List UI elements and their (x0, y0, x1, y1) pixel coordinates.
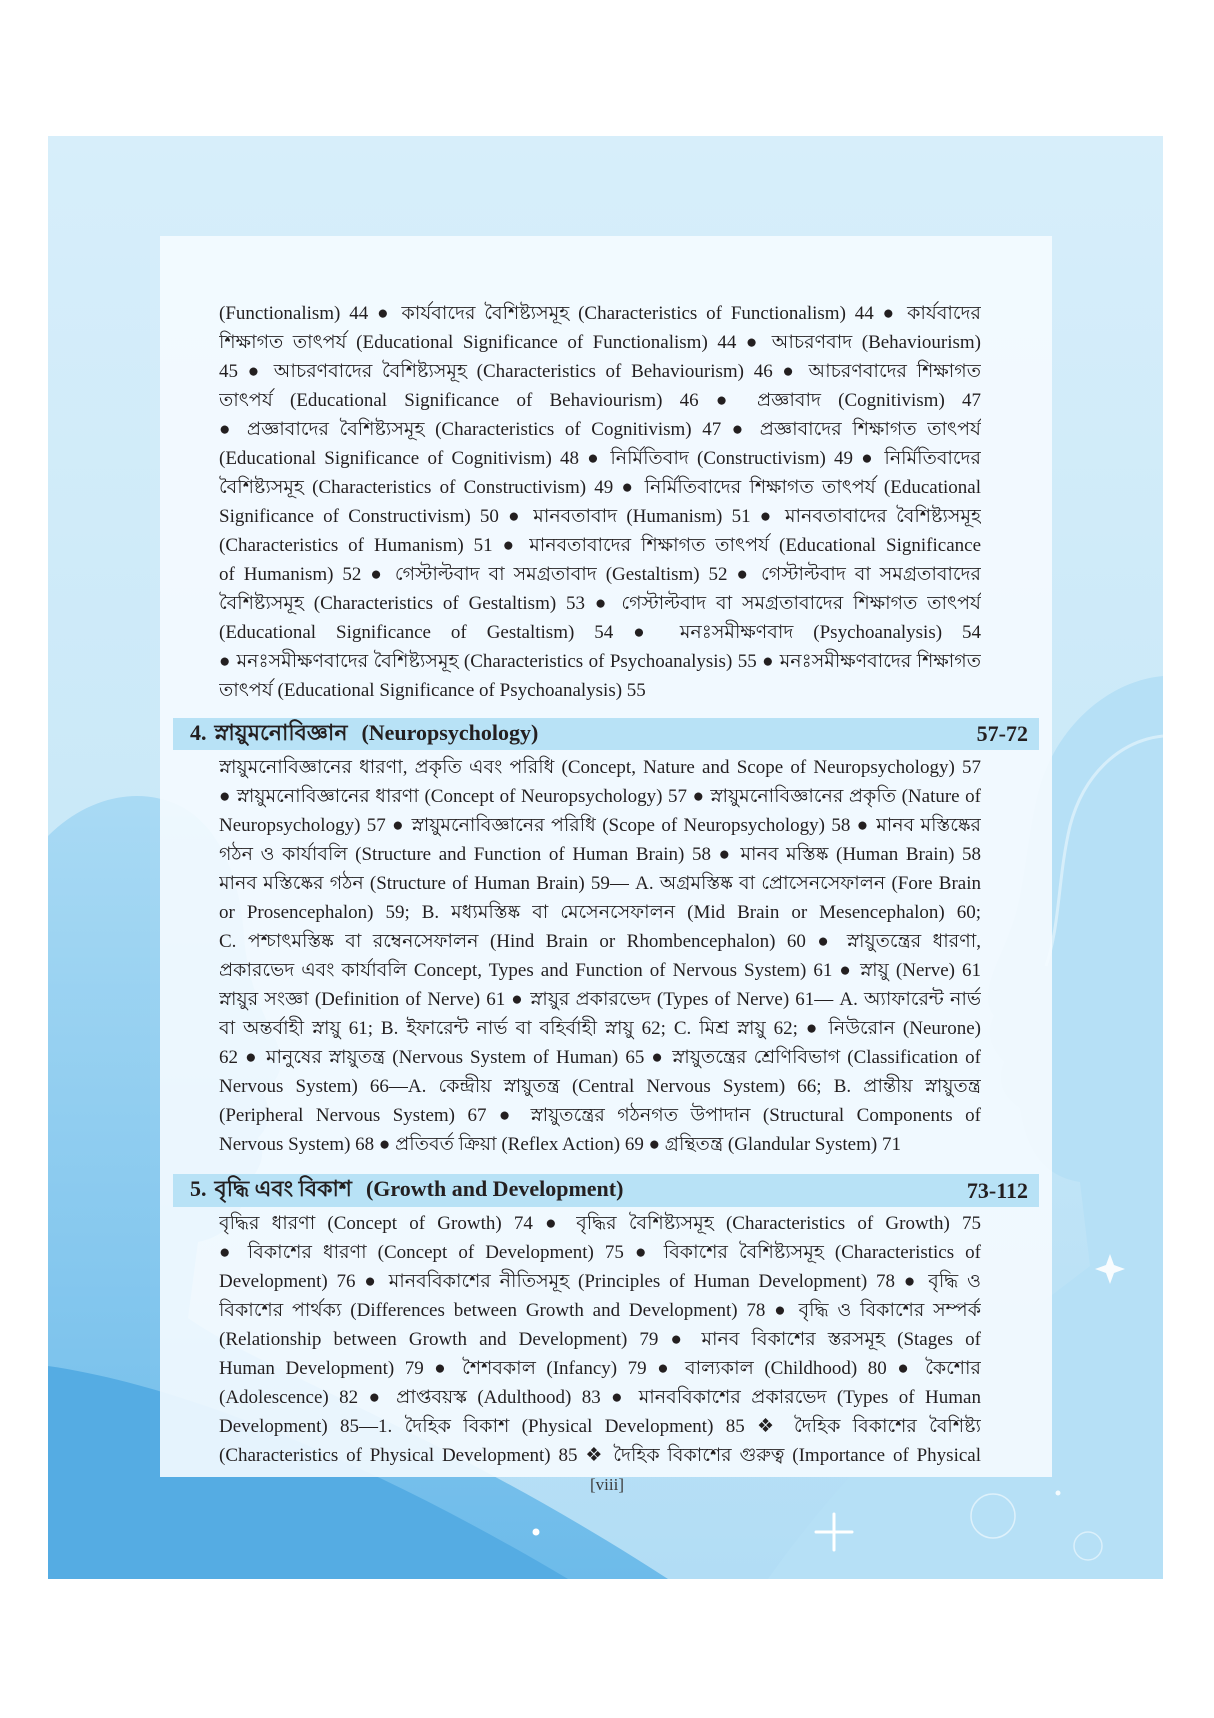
toc-entry-line: (Functionalism) 44 ● কার্যবাদের বৈশিষ্ট্যসমূহ (Characteristics of Functionalism) 44 ● কার্যবাদের (219, 303, 981, 324)
toc-entry-line: শিক্ষাগত তাৎপর্য (Educational Significance of Functionalism) 44 ● আচরণবাদ (Behaviourism) (219, 332, 981, 353)
toc-entry-line: 45 ● আচরণবাদের বৈশিষ্ট্যসমূহ (Characteristics of Behaviourism) 46 ● আচরণবাদের শিক্ষাগত (219, 361, 981, 382)
toc-entry-line: তাৎপর্য (Educational Significance of Psychoanalysis) 55 (219, 680, 646, 701)
chapter-heading-4 (173, 718, 1039, 750)
toc-entry-line: বিকাশের পার্থক্য (Differences between Growth and Development) 78 ● বৃদ্ধি ও বিকাশের সম্পর্ক (219, 1300, 981, 1321)
toc-entry-line: Nervous System) 68 ● প্রতিবর্ত ক্রিয়া (Reflex Action) 69 ● গ্রন্থিতন্ত্র (Glandular System) 71 (219, 1134, 901, 1155)
toc-entry-line: (Educational Significance of Cognitivism) 48 ● নির্মিতিবাদ (Constructivism) 49 ● নির্মিতিবাদের (219, 448, 981, 469)
toc-entry-line: or Prosencephalon) 59; B. মধ্যমস্তিষ্ক বা মেসেনসেফালন (Mid Brain or Mesencephalon) 60; (219, 902, 981, 923)
chapter-title-english: (Neuropsychology) (361, 719, 539, 745)
toc-entry-line: (Characteristics of Humanism) 51 ● মানবতাবাদের শিক্ষাগত তাৎপর্য (Educational Significance (219, 535, 981, 556)
toc-entry-line: (Adolescence) 82 ● প্রাপ্তবয়স্ক (Adulthood) 83 ● মানববিকাশের প্রকারভেদ (Types of Human (219, 1387, 981, 1408)
toc-continuation-entries (219, 299, 981, 705)
toc-entry-line: Significance of Constructivism) 50 ● মানবতাবাদ (Humanism) 51 ● মানবতাবাদের বৈশিষ্ট্যসমূহ (219, 506, 981, 527)
toc-entry-line: 62 ● মানুষের স্নায়ুতন্ত্র (Nervous System of Human) 65 ● স্নায়ুতন্ত্রের শ্রেণিবিভাগ (Classification of (219, 1047, 981, 1068)
toc-entry-line: Development) 85—1. দৈহিক বিকাশ (Physical Development) 85 ❖ দৈহিক বিকাশের বৈশিষ্ট্য (219, 1416, 981, 1437)
toc-entry-line: Development) 76 ● মানববিকাশের নীতিসমূহ (Principles of Human Development) 78 ● বৃদ্ধি ও (219, 1271, 981, 1292)
toc-entry-line: C. পশ্চাৎমস্তিষ্ক বা রম্বেনসেফালন (Hind Brain or Rhombencephalon) 60 ● স্নায়ুতন্ত্রের ধারণা, (219, 931, 981, 952)
toc-entry-line: গঠন ও কার্যাবলি (Structure and Function of Human Brain) 58 ● মানব মস্তিষ্ক (Human Brain) 58 (219, 844, 981, 865)
chapter-heading-5 (173, 1174, 1039, 1207)
chapter-page-range: 73-112 (966, 1177, 1028, 1203)
toc-entry-line: (Relationship between Growth and Development) 79 ● মানব বিকাশের স্তরসমূহ (Stages of (219, 1329, 981, 1350)
chapter-title (190, 1174, 623, 1207)
chapter-title (190, 718, 538, 750)
chapter-page-range: 57-72 (976, 721, 1028, 746)
toc-entry-line: তাৎপর্য (Educational Significance of Behaviourism) 46 ● প্রজ্ঞাবাদ (Cognitivism) 47 (219, 390, 981, 411)
toc-entry-line: of Humanism) 52 ● গেস্টাল্টবাদ বা সমগ্রতাবাদ (Gestaltism) 52 ● গেস্টাল্টবাদ বা সমগ্রতাবাদের (219, 564, 981, 585)
toc-entry-line: (Peripheral Nervous System) 67 ● স্নায়ুতন্ত্রের গঠনগত উপাদান (Structural Components of (219, 1105, 981, 1126)
chapter-5-entries (219, 1209, 981, 1470)
toc-entry-line: Human Development) 79 ● শৈশবকাল (Infancy) 79 ● বাল্যকাল (Childhood) 80 ● কৈশোর (219, 1358, 981, 1379)
toc-entry-line: ● মনঃসমীক্ষণবাদের বৈশিষ্ট্যসমূহ (Characteristics of Psychoanalysis) 55 ● মনঃসমীক্ষণবাদের শিক্ষাগত (219, 651, 981, 672)
toc-entry-line: (Characteristics of Physical Development) 85 ❖ দৈহিক বিকাশের গুরুত্ব (Importance of Physical (219, 1445, 981, 1466)
toc-entry-line: মানব মস্তিষ্কের গঠন (Structure of Human Brain) 59— A. অগ্রমস্তিষ্ক বা প্রোসেনসেফালন (Fore Brain (219, 873, 981, 894)
chapter-number: 4. (190, 719, 207, 745)
chapter-number: 5. (190, 1176, 207, 1201)
chapter-4-entries (219, 753, 981, 1159)
toc-entry-line: Nervous System) 66—A. কেন্দ্রীয় স্নায়ুতন্ত্র (Central Nervous System) 66; B. প্রান্তীয় স্নায়ুতন্ত্র (219, 1076, 981, 1097)
toc-entry-line: (Educational Significance of Gestaltism) 54 ● মনঃসমীক্ষণবাদ (Psychoanalysis) 54 (219, 622, 981, 643)
toc-entry-line: প্রকারভেদ এবং কার্যাবলি Concept, Types and Function of Nervous System) 61 ● স্নায়ু (Nerve) 61 (219, 960, 981, 981)
toc-entry-line: বৈশিষ্ট্যসমূহ (Characteristics of Constructivism) 49 ● নির্মিতিবাদের শিক্ষাগত তাৎপর্য (Educational (219, 477, 981, 498)
chapter-title-bengali: স্নায়ুমনোবিজ্ঞান (214, 719, 348, 745)
toc-entry-line: ● প্রজ্ঞাবাদের বৈশিষ্ট্যসমূহ (Characteristics of Cognitivism) 47 ● প্রজ্ঞাবাদের শিক্ষাগত তাৎপর্য (219, 419, 981, 440)
toc-entry-line: ● বিকাশের ধারণা (Concept of Development) 75 ● বিকাশের বৈশিষ্ট্যসমূহ (Characteristics of (219, 1242, 981, 1263)
toc-entry-line: বা অন্তর্বাহী স্নায়ু 61; B. ইফারেন্ট নার্ভ বা বহির্বাহী স্নায়ু 62; C. মিশ্র স্নায়ু 62; ● নিউরোন (Neurone) (219, 1018, 981, 1039)
toc-entry-line: বৈশিষ্ট্যসমূহ (Characteristics of Gestaltism) 53 ● গেস্টাল্টবাদ বা সমগ্রতাবাদের শিক্ষাগত তাৎপর্য (219, 593, 981, 614)
sparkle-dot-icon (533, 1529, 540, 1536)
toc-entry-line: স্নায়ুর সংজ্ঞা (Definition of Nerve) 61 ● স্নায়ুর প্রকারভেদ (Types of Nerve) 61— A. অ্যাফারেন্ট নার্ভ (219, 989, 981, 1010)
chapter-title-english: (Growth and Development) (365, 1176, 624, 1201)
toc-entry-line: স্নায়ুমনোবিজ্ঞানের ধারণা, প্রকৃতি এবং পরিধি (Concept, Nature and Scope of Neuropsychology) 57 (219, 757, 981, 778)
toc-entry-line: ● স্নায়ুমনোবিজ্ঞানের ধারণা (Concept of Neuropsychology) 57 ● স্নায়ুমনোবিজ্ঞানের প্রকৃতি (Nature of (219, 786, 981, 807)
page-number: [viii] (590, 1475, 624, 1494)
toc-entry-line: বৃদ্ধির ধারণা (Concept of Growth) 74 ● বৃদ্ধির বৈশিষ্ট্যসমূহ (Characteristics of Growth) 75 (219, 1213, 981, 1234)
toc-entry-line: Neuropsychology) 57 ● স্নায়ুমনোবিজ্ঞানের পরিধি (Scope of Neuropsychology) 58 ● মানব মস্তিষ্কের (219, 815, 981, 836)
chapter-title-bengali: বৃদ্ধি এবং বিকাশ (214, 1176, 352, 1201)
